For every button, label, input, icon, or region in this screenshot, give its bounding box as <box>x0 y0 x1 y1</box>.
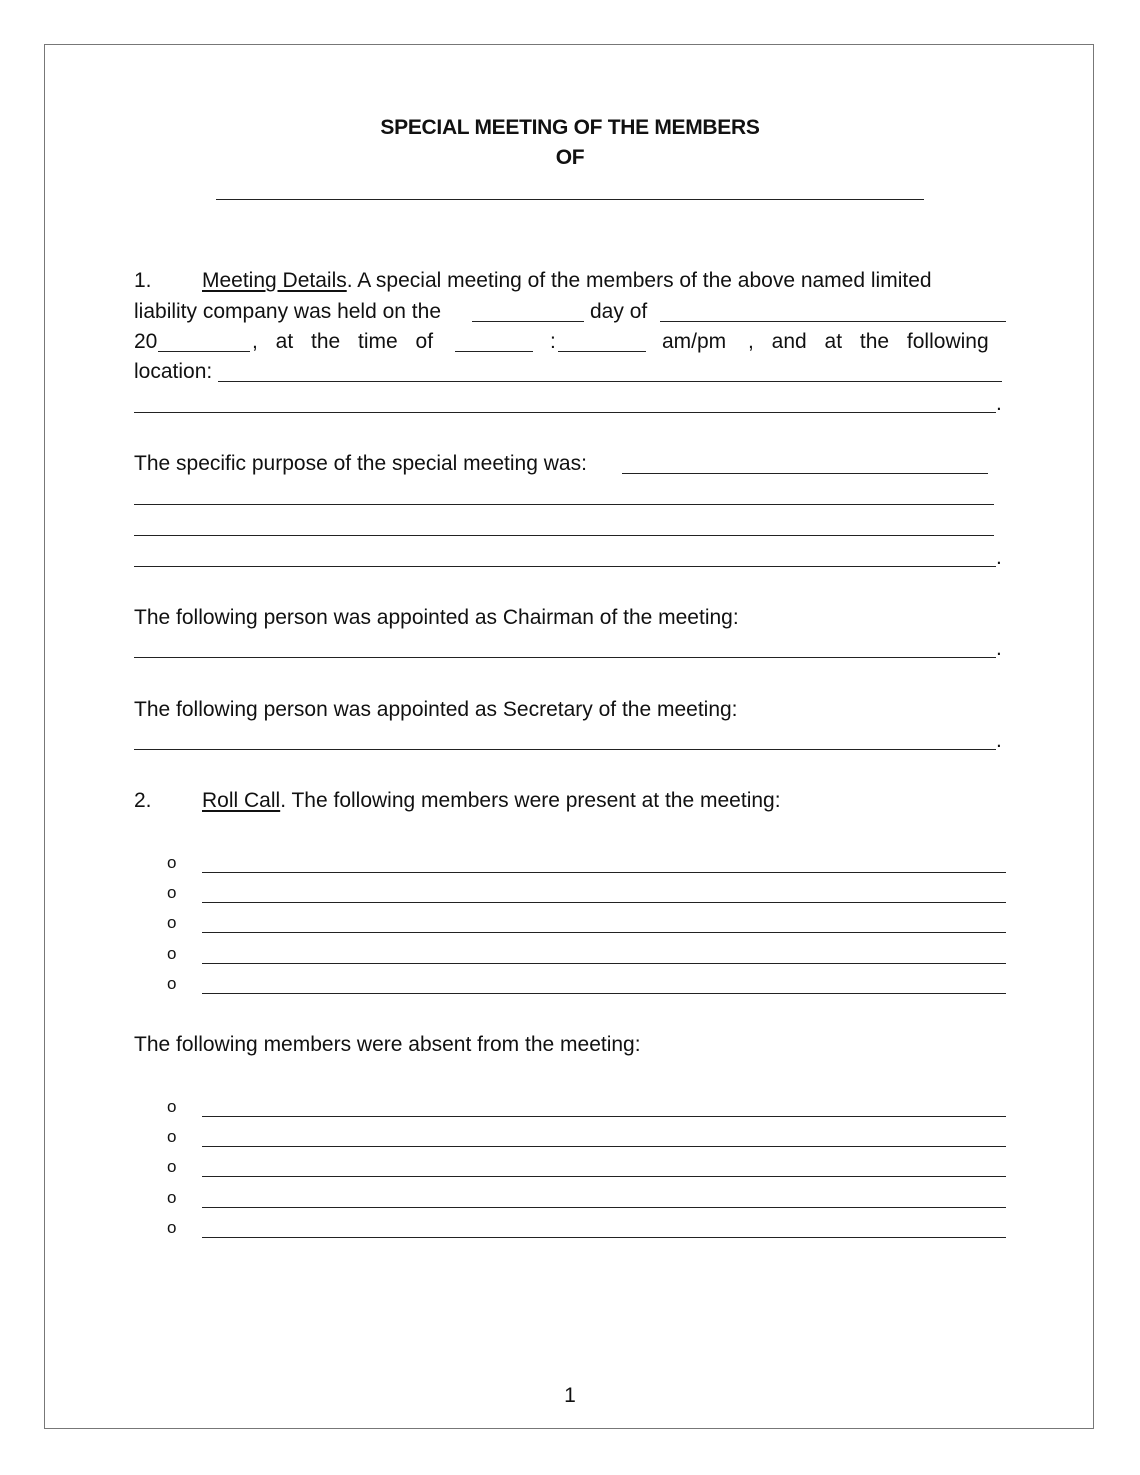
section-1-line1 <box>202 269 932 293</box>
page-number: 1 <box>564 1384 576 1407</box>
present-member-blank-4[interactable] <box>202 963 1006 964</box>
present-bullet-1: o <box>167 853 177 872</box>
purpose-blank-1[interactable] <box>622 473 988 474</box>
section-1-line3-a: , at the time of <box>252 330 434 353</box>
document-title-of: OF <box>555 146 585 169</box>
absent-bullet-2: o <box>167 1127 177 1146</box>
absent-bullet-1: o <box>167 1097 177 1116</box>
year-prefix: 20 <box>134 330 158 353</box>
secretary-blank[interactable] <box>134 749 996 750</box>
location-blank-2[interactable] <box>134 412 996 413</box>
section-1-number: 1. <box>134 269 152 292</box>
purpose-blank-3[interactable] <box>134 535 994 536</box>
present-member-blank-2[interactable] <box>202 902 1006 903</box>
section-2-line <box>202 789 781 813</box>
section-1-line2-a: liability company was held on the <box>134 300 442 323</box>
absent-member-blank-5[interactable] <box>202 1237 1006 1238</box>
purpose-blank-4[interactable] <box>134 566 996 567</box>
time-colon: : <box>550 330 556 353</box>
absent-bullet-4: o <box>167 1188 177 1207</box>
section-1-heading: Meeting Details <box>202 269 347 292</box>
document-title: SPECIAL MEETING OF THE MEMBERS <box>380 116 760 139</box>
purpose-blank-2[interactable] <box>134 504 994 505</box>
section-1-line1-rest: . A special meeting of the members of the above named limited <box>346 269 932 292</box>
section-1-line3-b: , and at the following <box>748 330 989 353</box>
minute-blank[interactable] <box>558 351 646 352</box>
absent-member-blank-1[interactable] <box>202 1116 1006 1117</box>
purpose-period: . <box>996 546 1002 569</box>
chairman-period: . <box>996 637 1002 660</box>
month-blank[interactable] <box>660 321 1006 322</box>
present-member-blank-1[interactable] <box>202 872 1006 873</box>
day-blank[interactable] <box>472 321 584 322</box>
chairman-label: The following person was appointed as Chairman of the meeting: <box>134 606 739 629</box>
am-pm-label: am/pm <box>662 330 727 353</box>
year-blank[interactable] <box>158 351 250 352</box>
section-2-number: 2. <box>134 789 152 812</box>
present-bullet-5: o <box>167 974 177 993</box>
present-bullet-3: o <box>167 913 177 932</box>
absent-label: The following members were absent from the meeting: <box>134 1033 641 1056</box>
location-period: . <box>996 392 1002 415</box>
section-2-rest: . The following members were present at the meeting: <box>280 789 781 812</box>
secretary-label: The following person was appointed as Secretary of the meeting: <box>134 698 738 721</box>
section-2-heading: Roll Call <box>202 789 281 812</box>
company-name-blank[interactable] <box>216 199 924 200</box>
location-blank-1[interactable] <box>218 381 1002 382</box>
secretary-period: . <box>996 729 1002 752</box>
location-label: location: <box>134 360 213 383</box>
chairman-blank[interactable] <box>134 657 996 658</box>
present-bullet-2: o <box>167 883 177 902</box>
absent-member-blank-2[interactable] <box>202 1146 1006 1147</box>
absent-member-blank-3[interactable] <box>202 1176 1006 1177</box>
hour-blank[interactable] <box>455 351 533 352</box>
present-member-blank-3[interactable] <box>202 932 1006 933</box>
present-bullet-4: o <box>167 944 177 963</box>
absent-member-blank-4[interactable] <box>202 1207 1006 1208</box>
document-page <box>44 44 1094 1429</box>
section-1-line2-b: day of <box>590 300 648 323</box>
present-member-blank-5[interactable] <box>202 993 1006 994</box>
absent-bullet-5: o <box>167 1218 177 1237</box>
purpose-label: The specific purpose of the special meeting was: <box>134 452 587 475</box>
absent-bullet-3: o <box>167 1157 177 1176</box>
